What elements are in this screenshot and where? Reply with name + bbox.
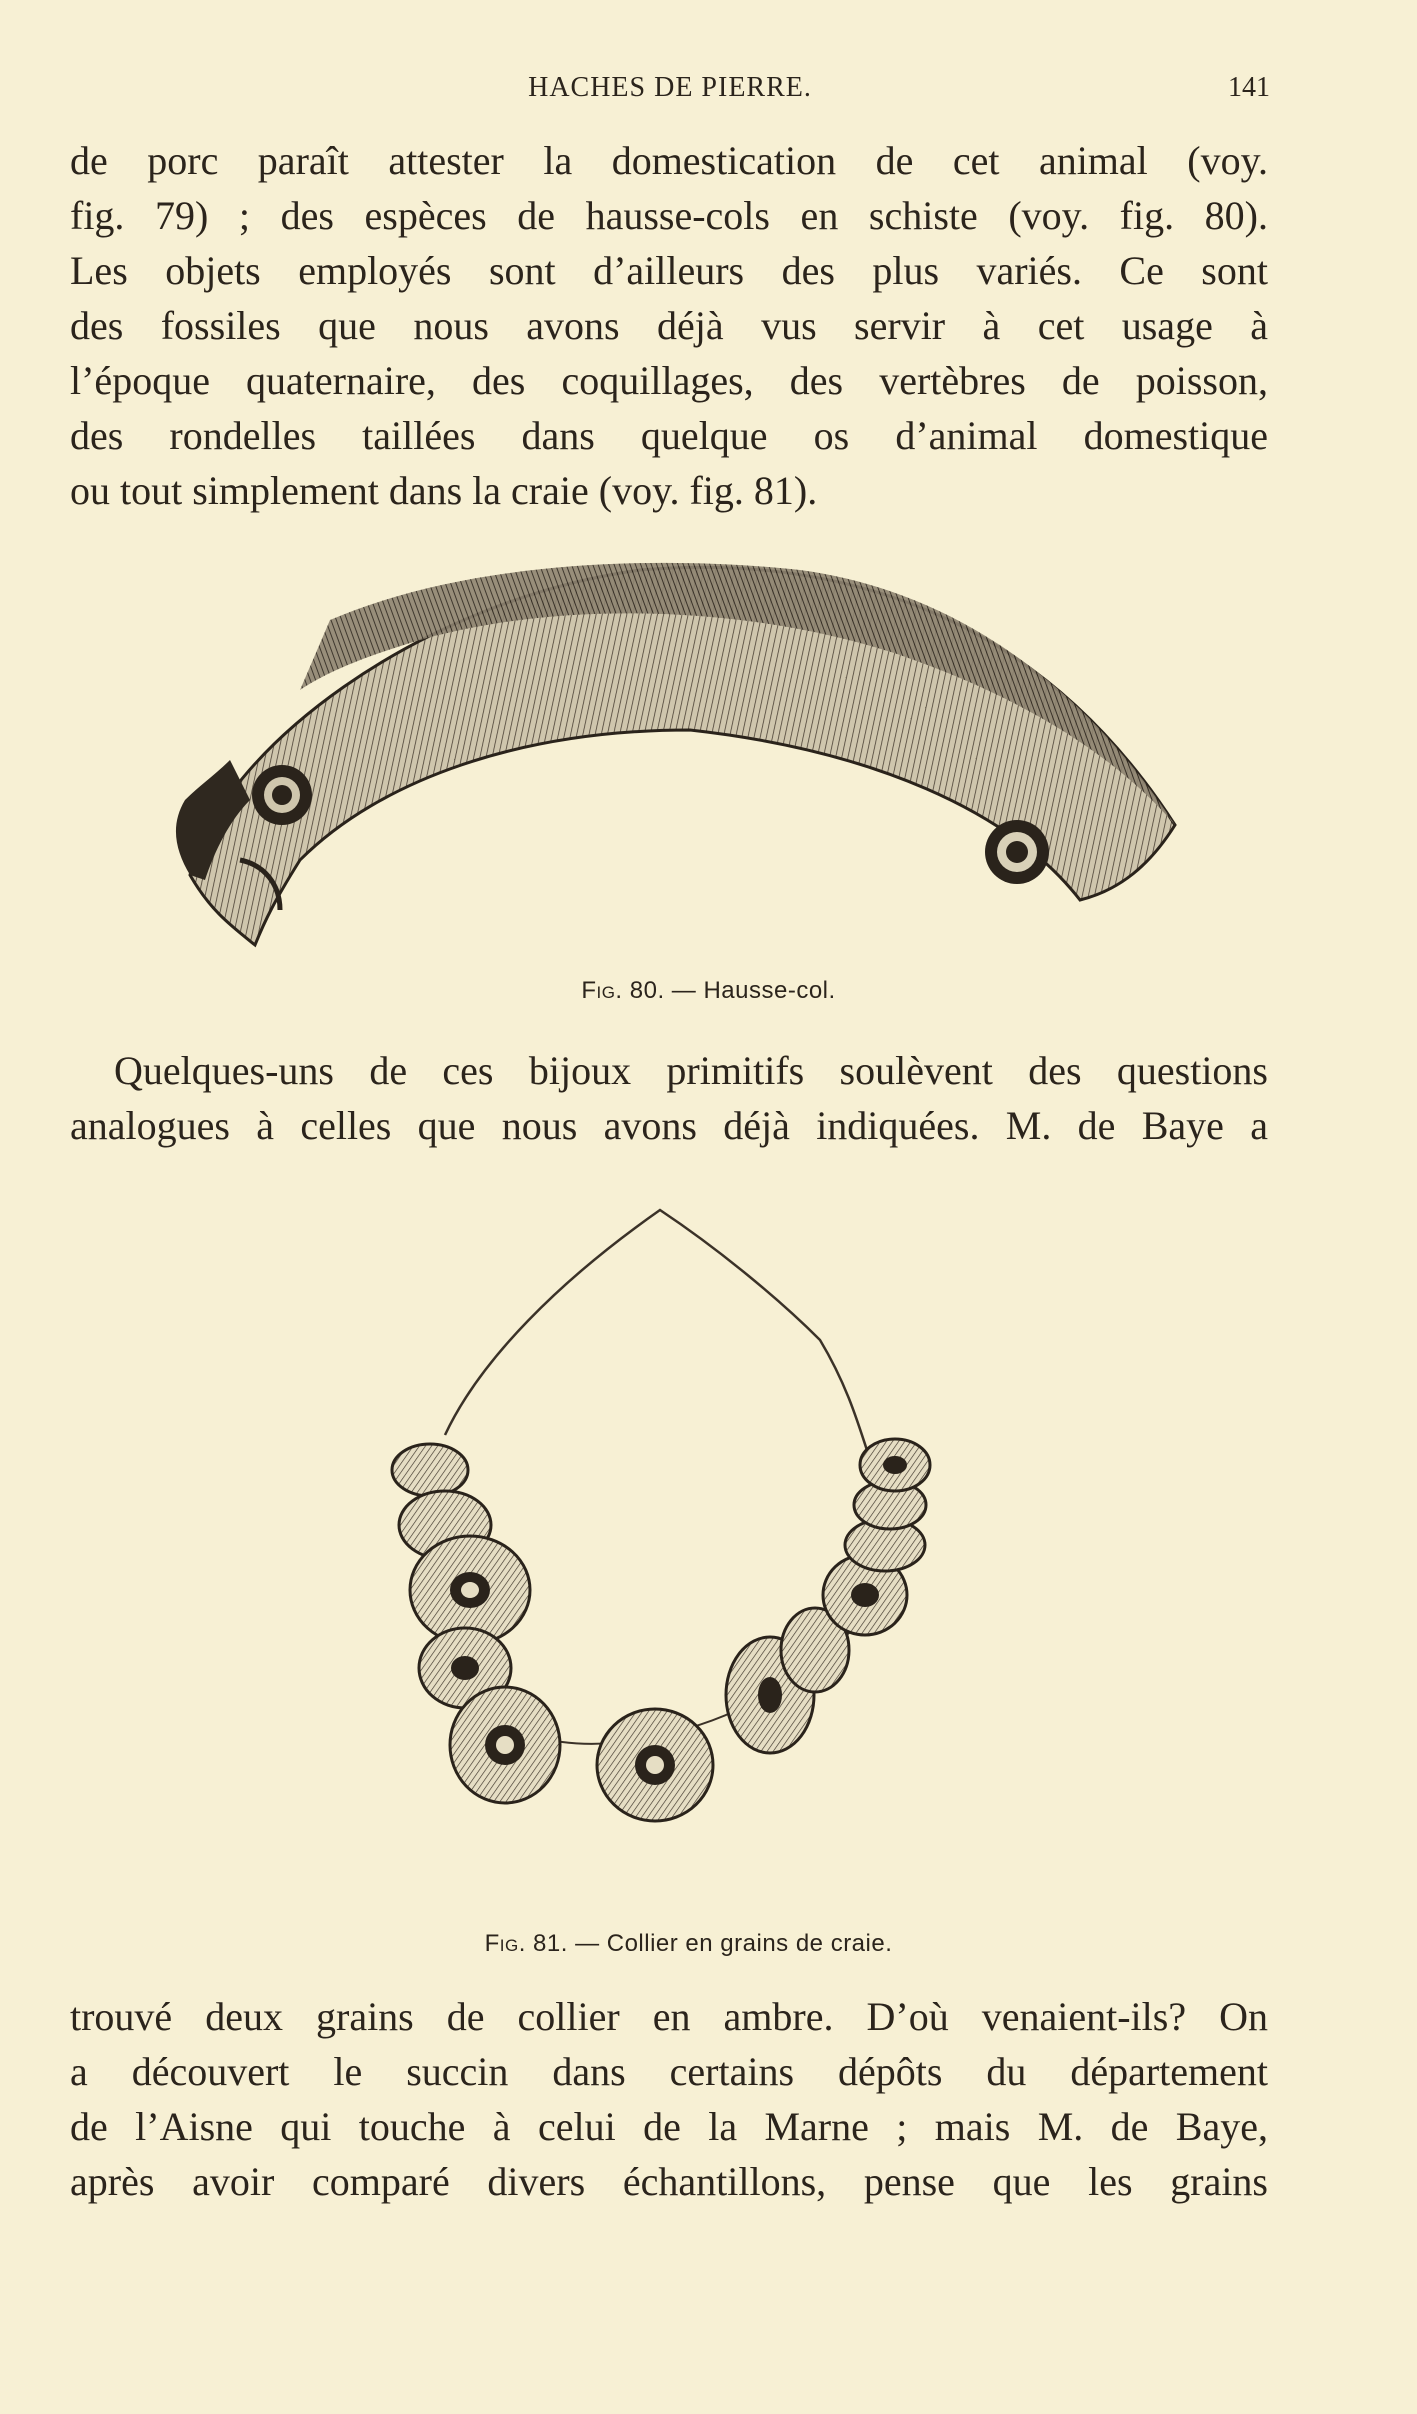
text-line: des rondelles taillées dans quelque os d’animal domestique (70, 413, 1268, 458)
figure-81-caption (0, 1930, 1397, 1958)
figure-caption-text: — Hausse-col. (671, 977, 836, 1004)
text-line: l’époque quaternaire, des coquillages, des vertèbres de poisson, (70, 358, 1268, 403)
text-line: a découvert le succin dans certains dépôts du département (70, 2049, 1268, 2094)
necklace-illustration (0, 1190, 1417, 1890)
figure-label: Fig. 81. (484, 1930, 568, 1957)
text-line: de l’Aisne qui touche à celui de la Marne ; mais M. de Baye, (70, 2104, 1268, 2149)
text-line: fig. 79) ; des espèces de hausse-cols en schiste (voy. fig. 80). (70, 193, 1268, 238)
text-line: ou tout simplement dans la craie (voy. fig. 81). (70, 468, 818, 513)
paragraph-1 (70, 133, 1268, 518)
text-line: après avoir comparé divers échantillons, pense que les grains (70, 2159, 1268, 2204)
paragraph-3 (70, 1989, 1268, 2209)
text-line: de porc paraît attester la domestication de cet animal (voy. (70, 138, 1268, 183)
text-line: Quelques-uns de ces bijoux primitifs soulèvent des questions (114, 1048, 1268, 1093)
text-line: trouvé deux grains de collier en ambre. D’où venaient-ils? On (70, 1994, 1268, 2039)
figure-80-caption (0, 977, 1417, 1005)
page-number: 141 (1228, 72, 1270, 103)
paragraph-2 (70, 1043, 1268, 1153)
gorget-illustration (0, 560, 1417, 960)
text-line: des fossiles que nous avons déjà vus servir à cet usage à (70, 303, 1268, 348)
text-line: Les objets employés sont d’ailleurs des plus variés. Ce sont (70, 248, 1268, 293)
figure-caption-text: — Collier en grains de craie. (575, 1930, 893, 1957)
page-header (70, 72, 1270, 122)
text-line: analogues à celles que nous avons déjà indiquées. M. de Baye a (70, 1103, 1268, 1148)
figure-label: Fig. 80. (581, 977, 665, 1004)
running-title: HACHES DE PIERRE. (528, 72, 812, 103)
